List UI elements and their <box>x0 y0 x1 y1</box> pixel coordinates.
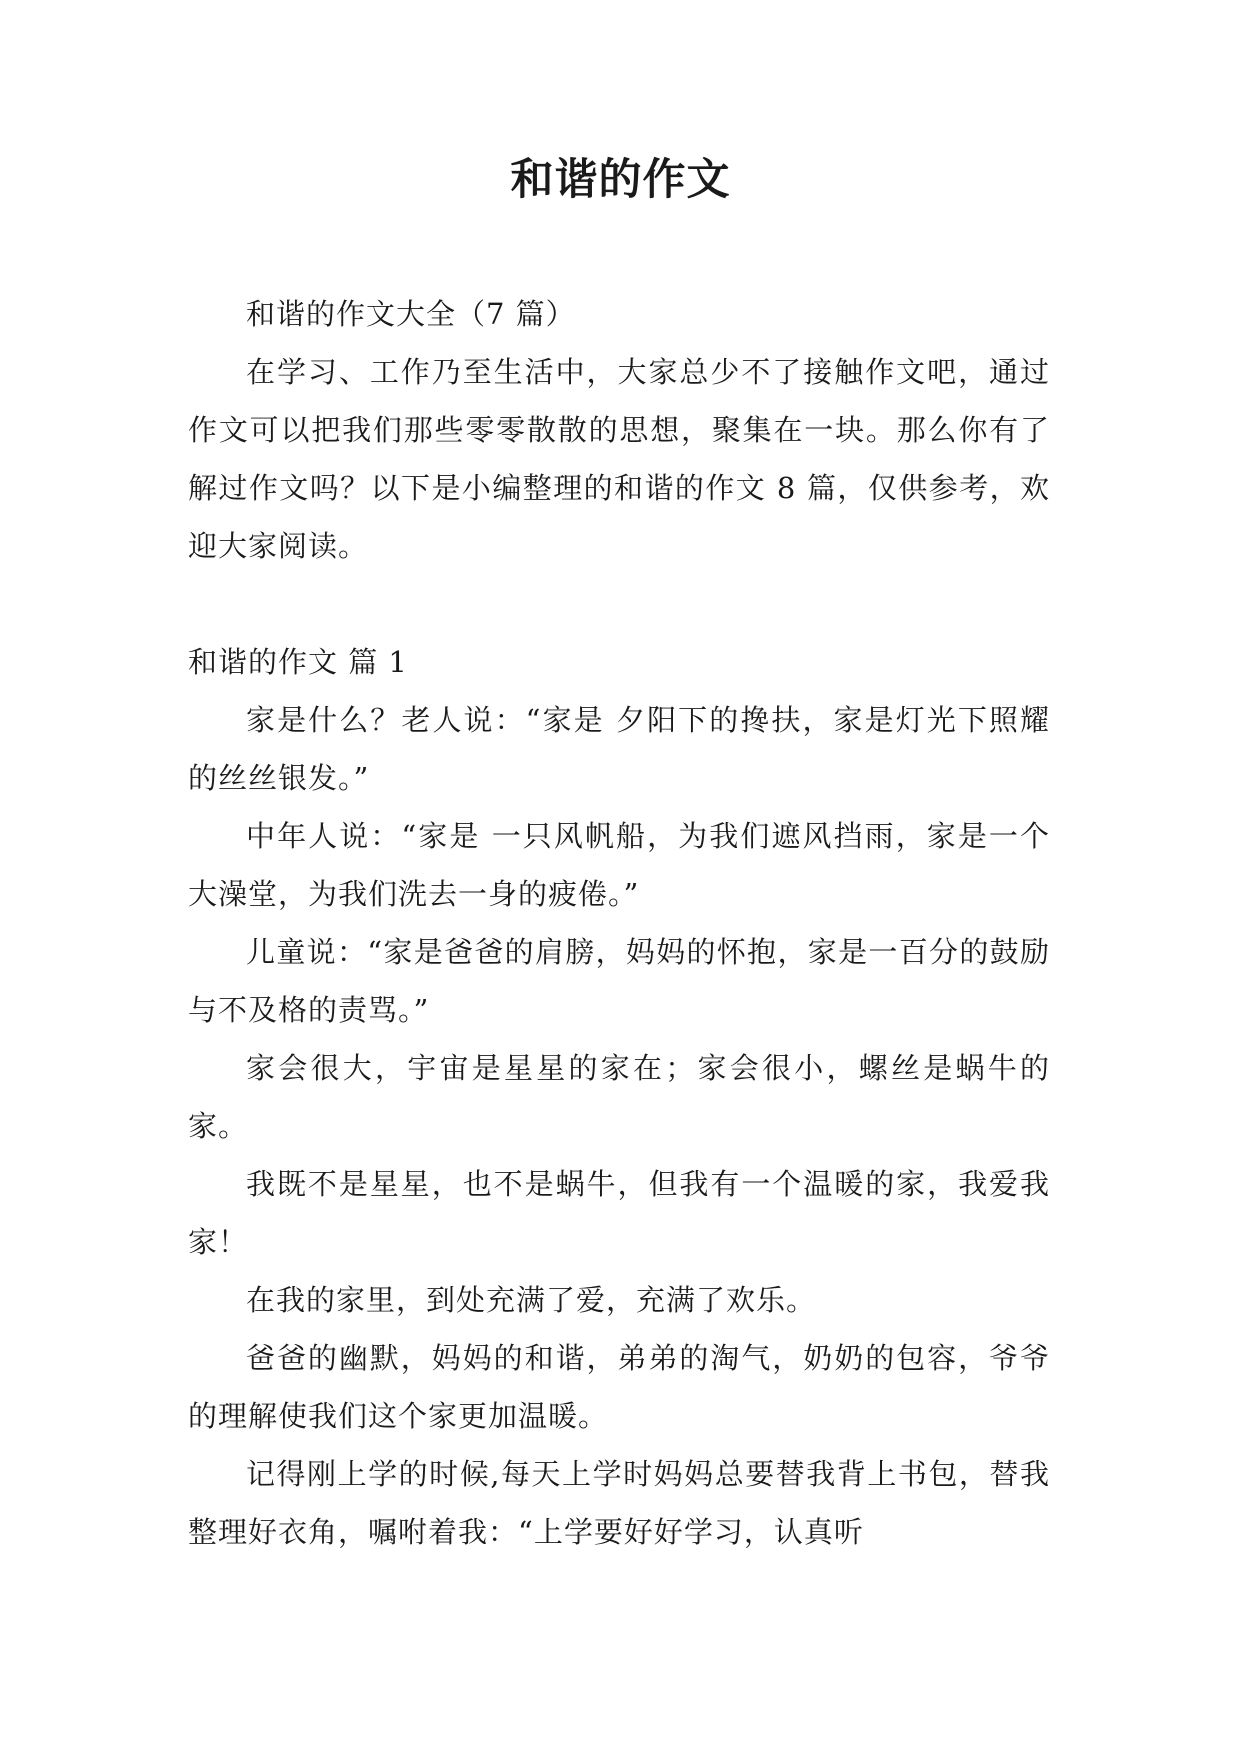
intro-paragraph: 在学习、工作乃至生活中，大家总少不了接触作文吧，通过作文可以把我们那些零零散散的思想，聚集在一块。那么你有了解过作文吗？以下是小编整理的和谐的作文 8 篇，仅供参考，欢迎大家阅读。 <box>188 355 1050 563</box>
section-heading: 和谐的作文 篇 1 <box>188 645 408 679</box>
section-spacer <box>188 575 1050 633</box>
essay-paragraph: 儿童说：“家是爸爸的肩膀，妈妈的怀抱，家是一百分的鼓励与不及格的责骂。” <box>188 935 1050 1027</box>
essay-paragraph: 记得刚上学的时候,每天上学时妈妈总要替我背上书包，替我整理好衣角，嘱咐着我：“上学要好好学习，认真听 <box>188 1457 1050 1549</box>
essay-paragraph: 我既不是星星，也不是蜗牛，但我有一个温暖的家，我爱我家！ <box>188 1167 1050 1259</box>
document-title: 和谐的作文 <box>510 155 731 205</box>
essay-paragraph: 中年人说：“家是 一只风帆船，为我们遮风挡雨，家是一个大澡堂，为我们洗去一身的疲倦。” <box>188 819 1050 911</box>
document-body <box>188 285 1050 1561</box>
essay-paragraph: 家会很大，宇宙是星星的家在；家会很小，螺丝是蜗牛的家。 <box>188 1051 1050 1143</box>
essay-paragraph: 爸爸的幽默，妈妈的和谐，弟弟的淘气，奶奶的包容，爷爷的理解使我们这个家更加温暖。 <box>188 1341 1050 1433</box>
essay-paragraph: 家是什么？老人说：“家是 夕阳下的搀扶，家是灯光下照耀的丝丝银发。” <box>188 703 1050 795</box>
essay-paragraph: 在我的家里，到处充满了爱，充满了欢乐。 <box>246 1283 817 1317</box>
document-subtitle: 和谐的作文大全（7 篇） <box>246 297 576 331</box>
